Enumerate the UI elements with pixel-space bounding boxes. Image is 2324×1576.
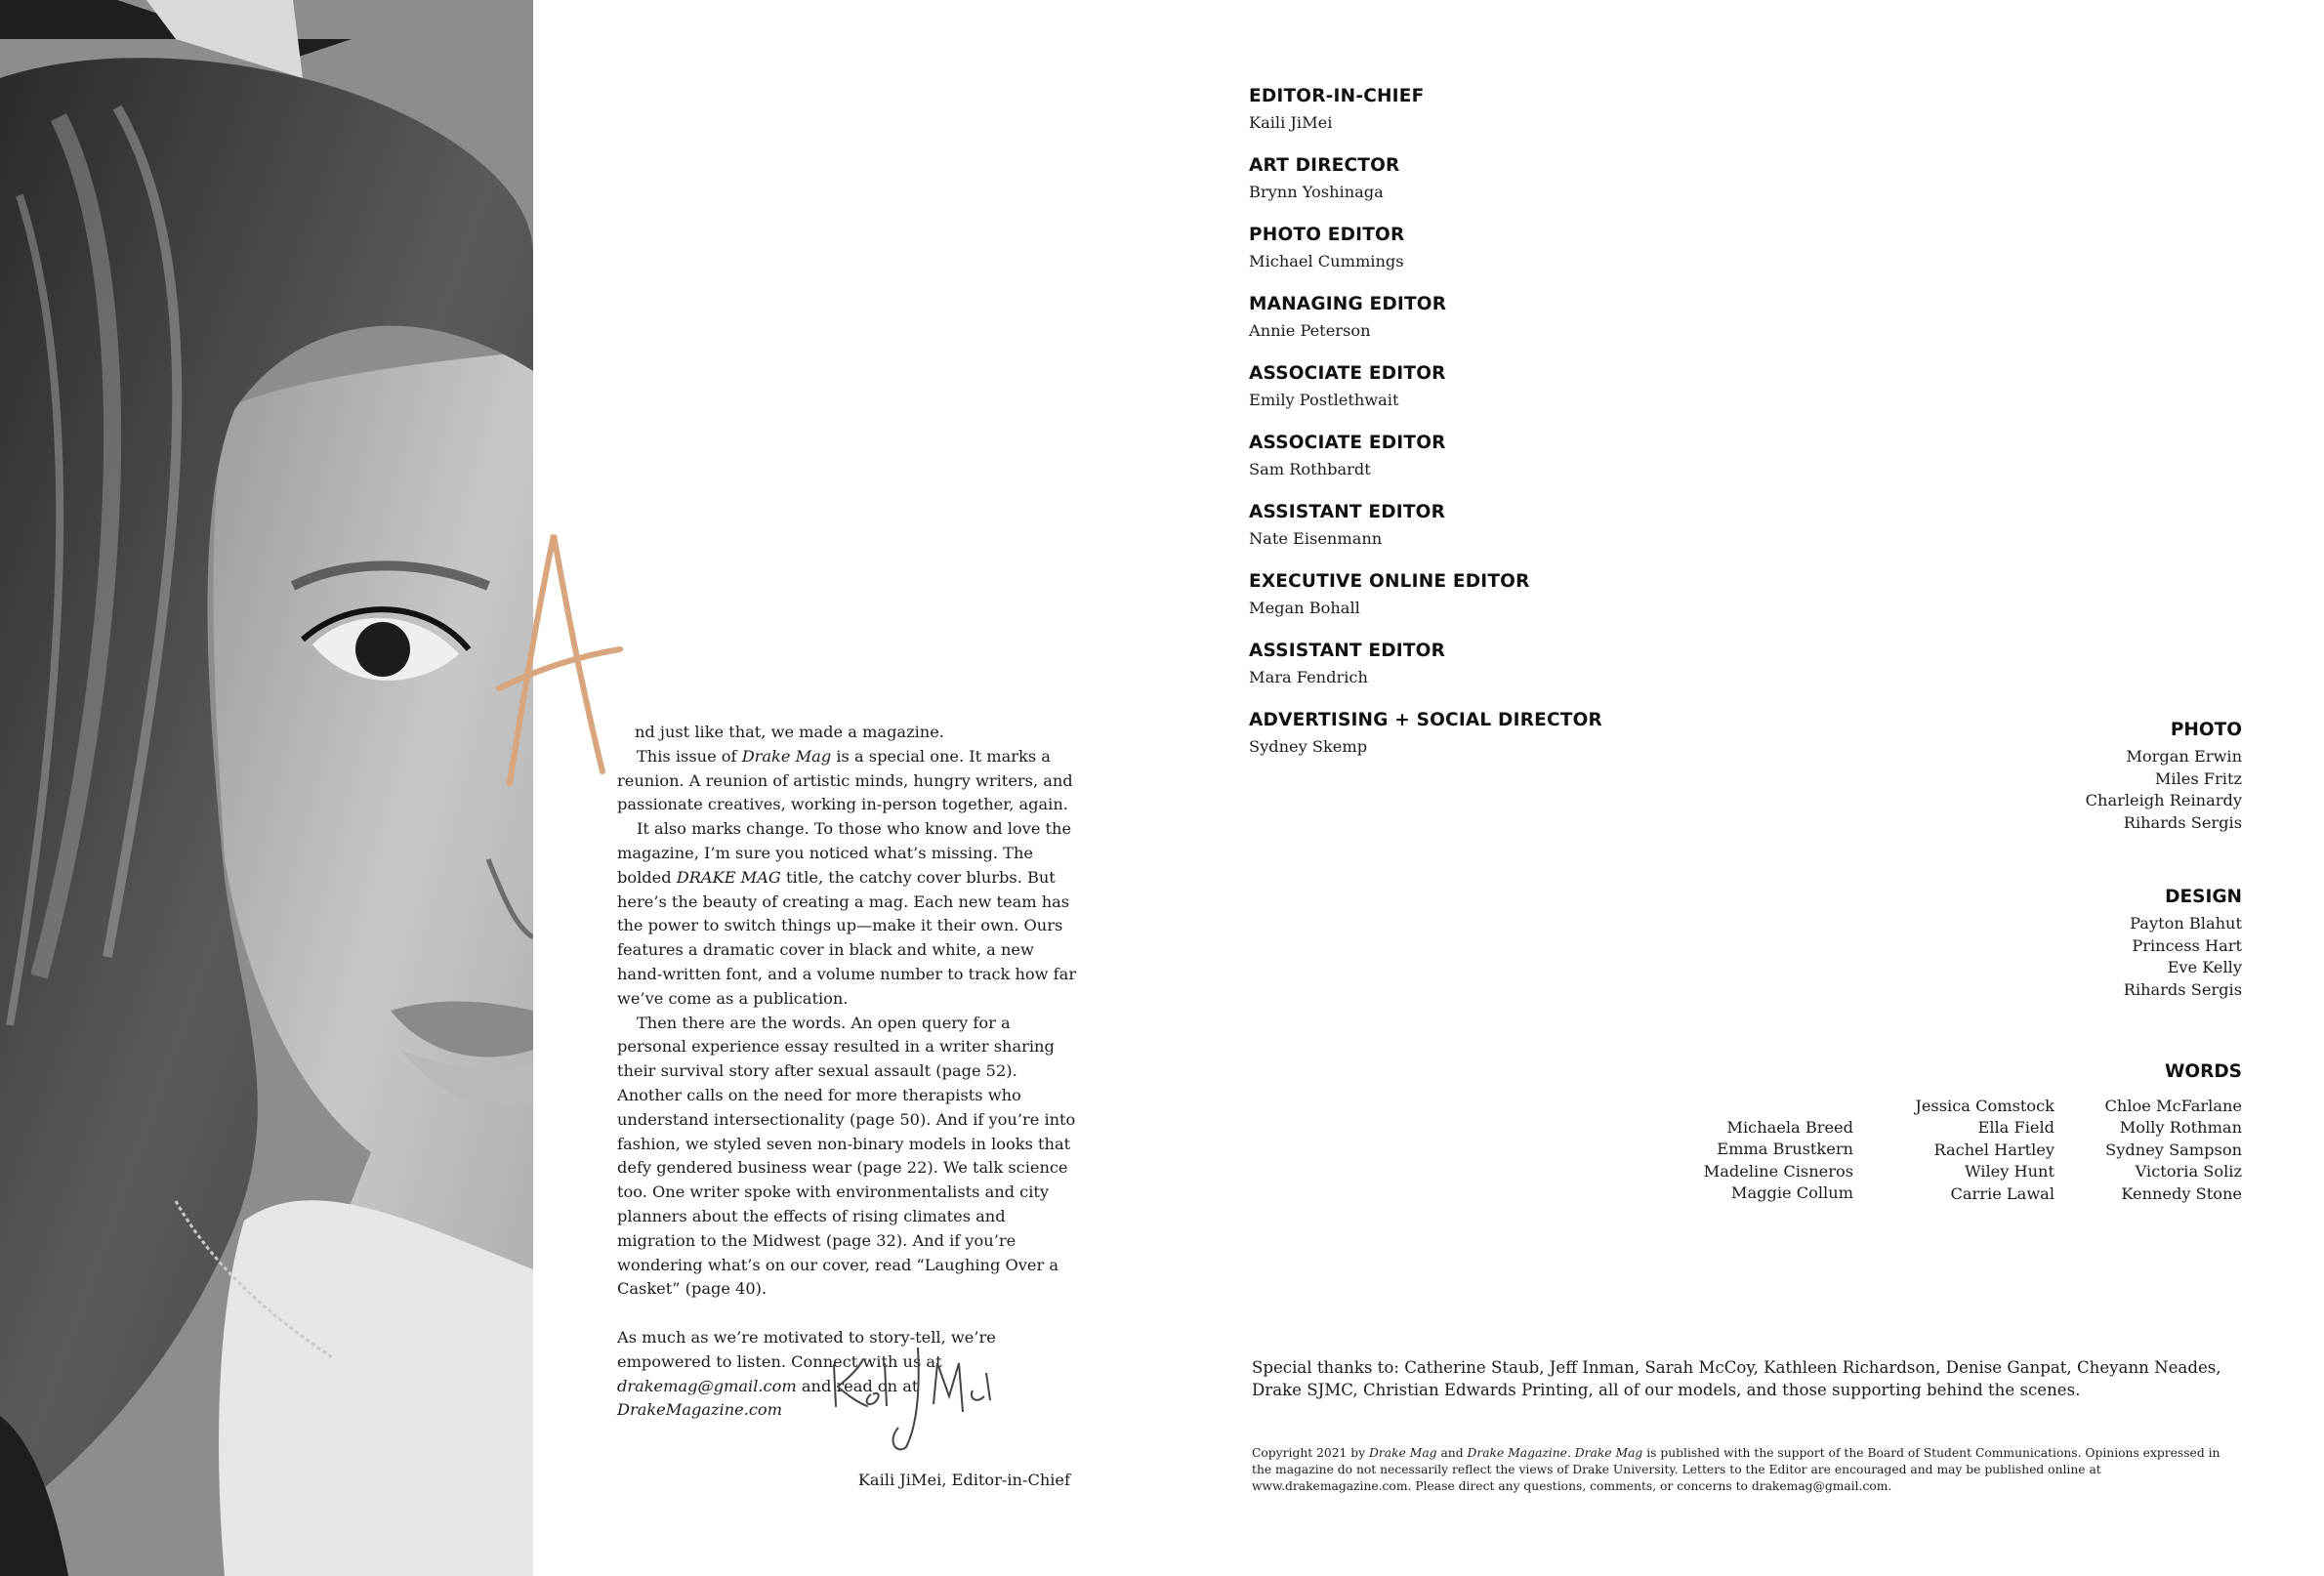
role-title: ASSISTANT EDITOR <box>1249 641 1446 661</box>
photo-staff-group <box>2086 720 2242 834</box>
role-name: Sydney Skemp <box>1249 737 1368 756</box>
group-title: WORDS <box>2164 1061 2242 1082</box>
masthead-role <box>1249 225 1835 273</box>
role-title: ASSOCIATE EDITOR <box>1249 433 1446 453</box>
letter-paragraph-closing: As much as we’re motivated to story-tell, we’re empowered to listen. Connect with us at drakemag@gmail.com and read on at DrakeMagazine.com <box>617 1327 996 1420</box>
masthead-role <box>1249 155 1835 204</box>
handwritten-signature <box>828 1346 1023 1458</box>
letter-paragraph: This issue of Drake Mag is a special one. It marks a reunion. A reunion of artistic minds, hungry writers, and passionate creatives, working in-person together, again. <box>617 746 1073 814</box>
portrait-illustration <box>0 0 533 1576</box>
staff-name: Sydney Sampson <box>2105 1140 2242 1159</box>
special-thanks: Special thanks to: Catherine Staub, Jeff Inman, Sarah McCoy, Kathleen Richardson, Denise Ganpat, Cheyann Neades, Drake SJMC, Christian Edwards Printing, all of our models, and those supporting behind the scenes. <box>1252 1358 2221 1399</box>
role-title: PHOTO EDITOR <box>1249 225 1405 245</box>
staff-name: Chloe McFarlane <box>2104 1097 2242 1115</box>
staff-name: Princess Hart <box>2132 935 2242 955</box>
group-title: PHOTO <box>2170 720 2242 740</box>
staff-name: Maggie Collum <box>1730 1183 1853 1203</box>
letter-paragraph-opening: nd just like that, we made a magazine. <box>635 723 944 741</box>
role-title: ADVERTISING + SOCIAL DIRECTOR <box>1249 710 1602 730</box>
dropcap-letter-a <box>493 527 630 801</box>
editors-letter <box>617 721 1080 1423</box>
role-name: Megan Bohall <box>1249 599 1360 617</box>
words-column-3 <box>1988 1096 2242 1205</box>
masthead-role <box>1249 641 1835 689</box>
masthead-role <box>1249 294 1835 343</box>
staff-name: Ella Field <box>1977 1118 2054 1138</box>
staff-name: Kennedy Stone <box>2121 1183 2242 1203</box>
staff-name: Emma Brustkern <box>1717 1140 1853 1159</box>
letter-paragraph: It also marks change. To those who know and love the magazine, I’m sure you noticed what’s missing. The bolded DRAKE MAG title, the catchy cover blurbs. But here’s the beauty of creating a mag. Each new team has the power to switch things up—make it their own. Ours features a dramatic cover in black and white, a new hand-written font, and a volume number to track how far we’ve come as a publication. <box>617 819 1077 1008</box>
masthead-role <box>1249 433 1835 481</box>
role-name: Michael Cummings <box>1249 252 1404 270</box>
role-name: Kaili JiMei <box>1249 113 1333 132</box>
role-name: Annie Peterson <box>1249 321 1371 340</box>
masthead-role <box>1249 363 1835 412</box>
cover-portrait-photo <box>0 0 533 1576</box>
role-title: ART DIRECTOR <box>1249 155 1400 176</box>
design-staff-group <box>2124 887 2242 1001</box>
staff-name: Victoria Soliz <box>2135 1162 2242 1182</box>
masthead-role <box>1249 86 1835 135</box>
staff-name: Michaela Breed <box>1726 1118 1853 1137</box>
role-name: Sam Rothbardt <box>1249 460 1371 478</box>
staff-name: Madeline Cisneros <box>1703 1161 1853 1181</box>
role-title: EXECUTIVE ONLINE EDITOR <box>1249 571 1530 592</box>
staff-name: Carrie Lawal <box>1950 1183 2054 1203</box>
role-name: Brynn Yoshinaga <box>1249 183 1384 201</box>
staff-name: Rihards Sergis <box>2123 979 2242 999</box>
role-name: Emily Postlethwait <box>1249 391 1399 409</box>
words-staff-group <box>2165 1061 2242 1088</box>
role-title: ASSOCIATE EDITOR <box>1249 363 1446 384</box>
role-name: Nate Eisenmann <box>1249 529 1383 548</box>
role-name: Mara Fendrich <box>1249 668 1368 686</box>
letter-paragraph: Then there are the words. An open query for a personal experience essay resulted in a writer sharing their survival story after sexual assault (page 52). Another calls on the need for more therapists who understand intersectionality (page 50). And if you’re into fashion, we styled seven non-binary models in looks that defy gendered business wear (page 22). We talk science too. One writer spoke with environmentalists and city planners about the effects of rising climates and migration to the Midwest (page 32). And if you’re wondering what’s on our cover, read “Laughing Over a Casket” (page 40). <box>617 1013 1076 1299</box>
masthead-role <box>1249 502 1835 551</box>
role-title: EDITOR-IN-CHIEF <box>1249 86 1425 106</box>
masthead-list <box>1249 86 1835 779</box>
copyright-notice: Copyright 2021 by Drake Mag and Drake Magazine. Drake Mag is published with the support of the Board of Student Communications. Opinions expressed in the magazine do not necessarily reflect the views of Drake University. Letters to the Editor are encouraged and may be published online at www.drakemagazine.com. Please direct any questions, comments, or concerns to drakemag@gmail.com. <box>1252 1446 2220 1493</box>
staff-name: Payton Blahut <box>2130 914 2242 933</box>
staff-name: Jessica Comstock <box>1915 1097 2054 1115</box>
staff-name: Molly Rothman <box>2119 1118 2242 1138</box>
staff-name: Miles Fritz <box>2154 768 2242 788</box>
staff-name: Eve Kelly <box>2167 958 2242 977</box>
role-title: MANAGING EDITOR <box>1249 294 1447 314</box>
staff-name: Rachel Hartley <box>1933 1140 2054 1159</box>
masthead-role <box>1249 571 1835 620</box>
letter-signoff: Kaili JiMei, Editor-in-Chief <box>857 1471 1070 1489</box>
staff-name: Morgan Erwin <box>2126 747 2242 766</box>
staff-name: Rihards Sergis <box>2123 812 2242 832</box>
role-title: ASSISTANT EDITOR <box>1249 502 1446 522</box>
staff-name: Wiley Hunt <box>1964 1162 2054 1182</box>
staff-name: Charleigh Reinardy <box>2085 791 2242 810</box>
masthead-role <box>1249 710 1835 759</box>
group-title: DESIGN <box>2165 887 2242 907</box>
